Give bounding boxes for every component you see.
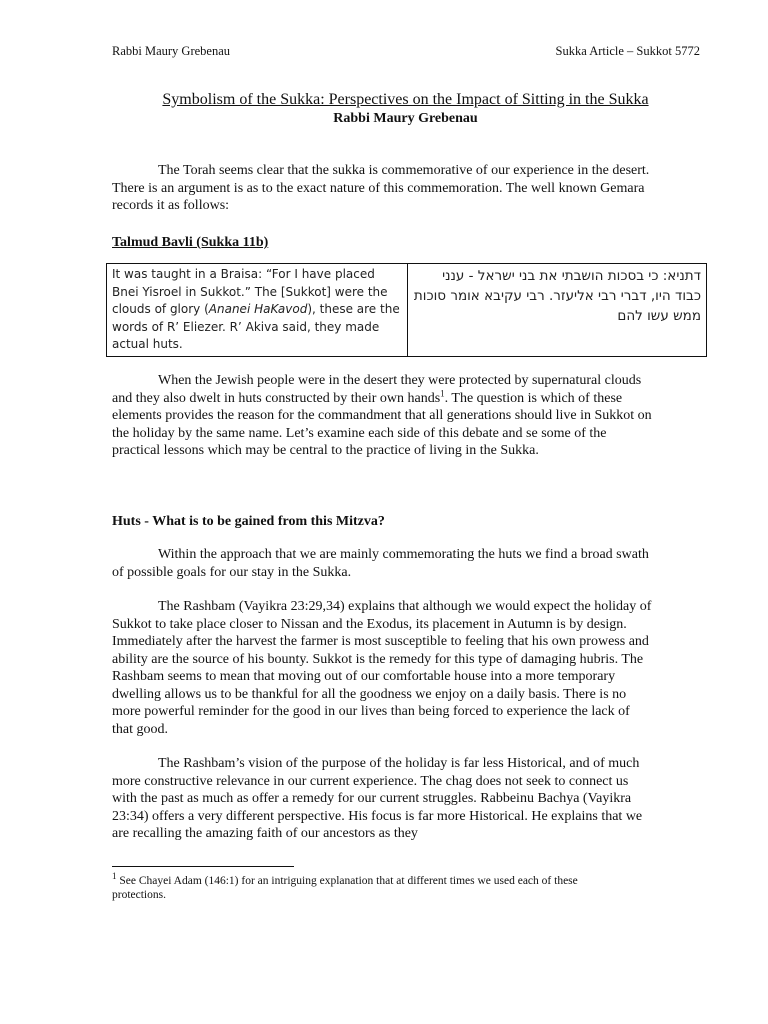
source-english-italic: Ananei HaKavod — [208, 302, 308, 316]
intro-paragraph: The Torah seems clear that the sukka is commemorative of our experience in the desert. There is an argument is as to the exact nature of this commemoration. The well known Gemara records it as follows: — [112, 163, 650, 213]
paragraph-2 — [112, 372, 652, 460]
source-heading: Talmud Bavli (Sukka 11b) — [112, 235, 269, 250]
article-byline: Rabbi Maury Grebenau — [333, 111, 478, 126]
paragraph-4: The Rashbam (Vayikra 23:29,34) explains that although we would expect the holiday of Sukkot to take place closer to Nissan and the Exodus, its placement in Autumn is by design. Immediately after the harvest the farmer is most susceptible to feeling that his own prowess and ability are the source of his bounty. Sukkot is the remedy for this type of damaging hubris. The Rashbam seems to mean that moving out of our comfortable house into a more temporary dwelling allows us to be thankful for all the goodness we enjoy on a daily basis. There is no more powerful reminder for the good in our lives than being forced to experience the lack of that good. — [112, 599, 652, 737]
footnote-number: 1 — [112, 871, 117, 882]
source-english-cell — [107, 264, 408, 357]
section-heading: Huts - What is to be gained from this Mitzva? — [112, 514, 385, 529]
header-article-label: Sukka Article – Sukkot 5772 — [555, 44, 700, 58]
source-english-part-2: ), these are the words of R’ Eliezer. R’ Akiva said, they made actual huts. — [112, 302, 400, 351]
source-table-row — [107, 264, 707, 357]
article-title: Symbolism of the Sukka: Perspectives on the Impact of Sitting in the Sukka — [162, 91, 649, 108]
footnote-divider — [112, 866, 294, 867]
source-table — [106, 263, 707, 357]
paragraph-5: The Rashbam’s vision of the purpose of the holiday is far less Historical, and of much more constructive relevance in our current experience. The chag does not seek to connect us with the past as much as offer a remedy for our current struggles. Rabbeinu Bachya (Vayikra 23:34) offers a very different perspective. His focus is far more Historical. He explains that we are recalling the amazing faith of our ancestors as they — [112, 756, 643, 841]
paragraph-3: Within the approach that we are mainly commemorating the huts we find a broad swath of possible goals for our stay in the Sukka. — [112, 547, 649, 580]
header-author: Rabbi Maury Grebenau — [112, 44, 231, 58]
footnote-reference: 1 — [440, 387, 445, 398]
footnote-text: See Chayei Adam (146:1) for an intriguing explanation that at different times we used each of these protections. — [112, 875, 578, 901]
paragraph-2-part-1: When the Jewish people were in the desert they were protected by supernatural clouds and they also dwelt in huts constructed by their own hands — [112, 373, 642, 406]
source-english-part-1: It was taught in a Braisa: “For I have placed Bnei Yisroel in Sukkot.” The [Sukkot] were the clouds of glory ( — [112, 267, 388, 316]
source-hebrew-cell: דתניא: כי בסכות הושבתי את בני ישראל - ענני כבוד היו, דברי רבי אליעזר. רבי עקיבא אומר סוכות ממש עשו להם — [408, 264, 707, 357]
footnote — [112, 871, 632, 902]
paragraph-2-part-2: . The question is which of these elements provides the reason for the commandment that all generations should live in Sukkot on the holiday by the same name. Let’s examine each side of this debate and se some of the practical lessons which may be central to the practice of living in the Sukka. — [112, 390, 652, 458]
